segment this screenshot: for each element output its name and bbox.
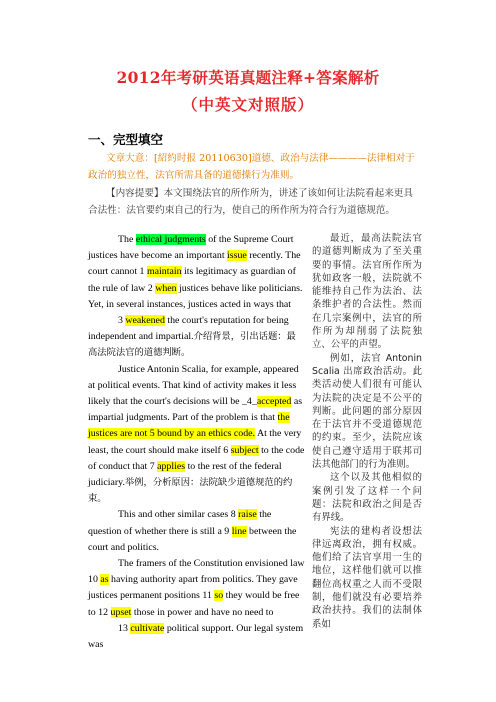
chinese-note: 介绍背景，引出话题：最高法院法官的道德判断。 xyxy=(88,331,296,359)
answer-6: subject xyxy=(230,444,259,456)
answer-12: upset xyxy=(110,606,132,618)
text-run: of the Supreme Court justices have become an important xyxy=(88,234,294,262)
chinese-paragraph-2: 例如，法官 Antonin Scalia 出席政治活动。此类活动使人们很有可能认为法院的决定是不公平的判断。此问题的部分原因在于法官并不受道德规范的约束。至少，法院应该使自己遵守适用于联邦司法其他部门的行为准则。 xyxy=(312,352,422,471)
english-paragraph-4 xyxy=(88,556,305,621)
text-run: political support. Our legal system was xyxy=(88,622,304,651)
chinese-note: 举例，分析原因：法院缺少道德规范的约束。 xyxy=(88,477,293,505)
answer-1: maintain xyxy=(146,266,182,278)
document-title: 2012年考研英语真题注释+答案解析 xyxy=(116,68,380,87)
english-paragraph-3 xyxy=(88,507,305,556)
text-run: The xyxy=(118,234,136,245)
text-run: 13 xyxy=(118,622,131,634)
answer-11: so xyxy=(214,590,224,602)
answer-10: as xyxy=(100,574,109,586)
english-paragraph-1 xyxy=(88,232,305,313)
text-run: the court's reputation for being independent and impartial. xyxy=(88,315,289,343)
text-run: between the court and politics. xyxy=(88,525,297,553)
highlight: issue xyxy=(227,250,247,262)
chinese-paragraph-3: 这个以及其他相似的案例引发了这样一个问题：法院和政治之间是否有界线。 xyxy=(312,472,422,524)
text-run: This and other similar cases 8 xyxy=(118,509,239,521)
answer-8: raise xyxy=(238,509,257,521)
answer-5: the justices are not 5 bound by an ethics code. xyxy=(88,412,290,440)
section-heading: 一、完型填空 xyxy=(88,132,164,147)
document-subtitle: （中英文对照版） xyxy=(181,95,314,114)
text-run: The framers of the Constitution envisioned law 10 xyxy=(88,558,305,586)
english-paragraph-4-cont xyxy=(88,621,305,653)
chinese-translation xyxy=(312,232,422,631)
highlight: ethical judgments xyxy=(135,234,206,245)
text-run: Justice Antonin Scalia, for example, appeared at political events. That kind of activity makes it less likely that the court's decisions will be _4_ xyxy=(88,363,299,408)
answer-3: weakened xyxy=(125,315,165,327)
english-paragraph-2 xyxy=(88,362,305,508)
text-run: 3 xyxy=(118,315,126,327)
text-run: At the very least, the court should make itself 6 xyxy=(88,428,302,456)
english-passage xyxy=(88,232,305,653)
answer-13: cultivate xyxy=(130,622,165,634)
text-run: to the rest of the federal judiciary. xyxy=(88,460,282,489)
text-run: justices behave like politicians. Yet, in several instances, justices acted in ways that xyxy=(88,282,303,310)
intro-topic: 文章大意：[紹約时报 20110630]道德、政治与法律————法律相对于政治的独立性，法官所需具备的道德操行为准则。 xyxy=(88,153,415,181)
answer-9: line xyxy=(231,525,247,537)
text-run: to the code of conduct that 7 xyxy=(88,444,305,472)
text-run: they would be free to 12 xyxy=(88,590,300,618)
intro-summary: 【内容提要】本文围绕法官的所作所为，讲述了该如何让法院看起来更具合法性：法官要约束自己的行为，使自己的所作所为符合行为道德规范。 xyxy=(88,188,413,216)
answer-7: applies xyxy=(157,460,186,472)
text-run: recently. The court cannot 1 xyxy=(88,250,301,278)
text-run: having authority apart from politics. They gave justices permanent positions 11 xyxy=(88,574,298,602)
text-run: those in power and have no need to xyxy=(131,606,274,618)
text-run: the question of whether there is still a 9 xyxy=(88,509,272,537)
answer-2: when xyxy=(155,282,177,294)
chinese-paragraph-4: 宪法的建构者设想法律远离政治，拥有权威。他们给了法官享用一生的地位，这样他们就可以推翻位高权重之人而不受限制，他们就没有必要培养政治扶持。我们的法制体系如 xyxy=(312,525,422,630)
answer-4: accepted xyxy=(256,396,292,408)
text-run: its legitimacy as guardian of the rule of law 2 xyxy=(88,266,296,294)
chinese-paragraph-1: 最近，最高法院法官的道德判断成为了至关重要的事情。法官所作所为犹如政客一般，法院就不能维持自己作为法治、法条维护者的合法性。然而在几宗案例中，法官的所作所为却削弱了法院独立、公平的声望。 xyxy=(312,233,422,351)
text-run: as impartial judgments. Part of the problem is that xyxy=(88,396,303,424)
english-paragraph-1-cont xyxy=(88,313,305,362)
